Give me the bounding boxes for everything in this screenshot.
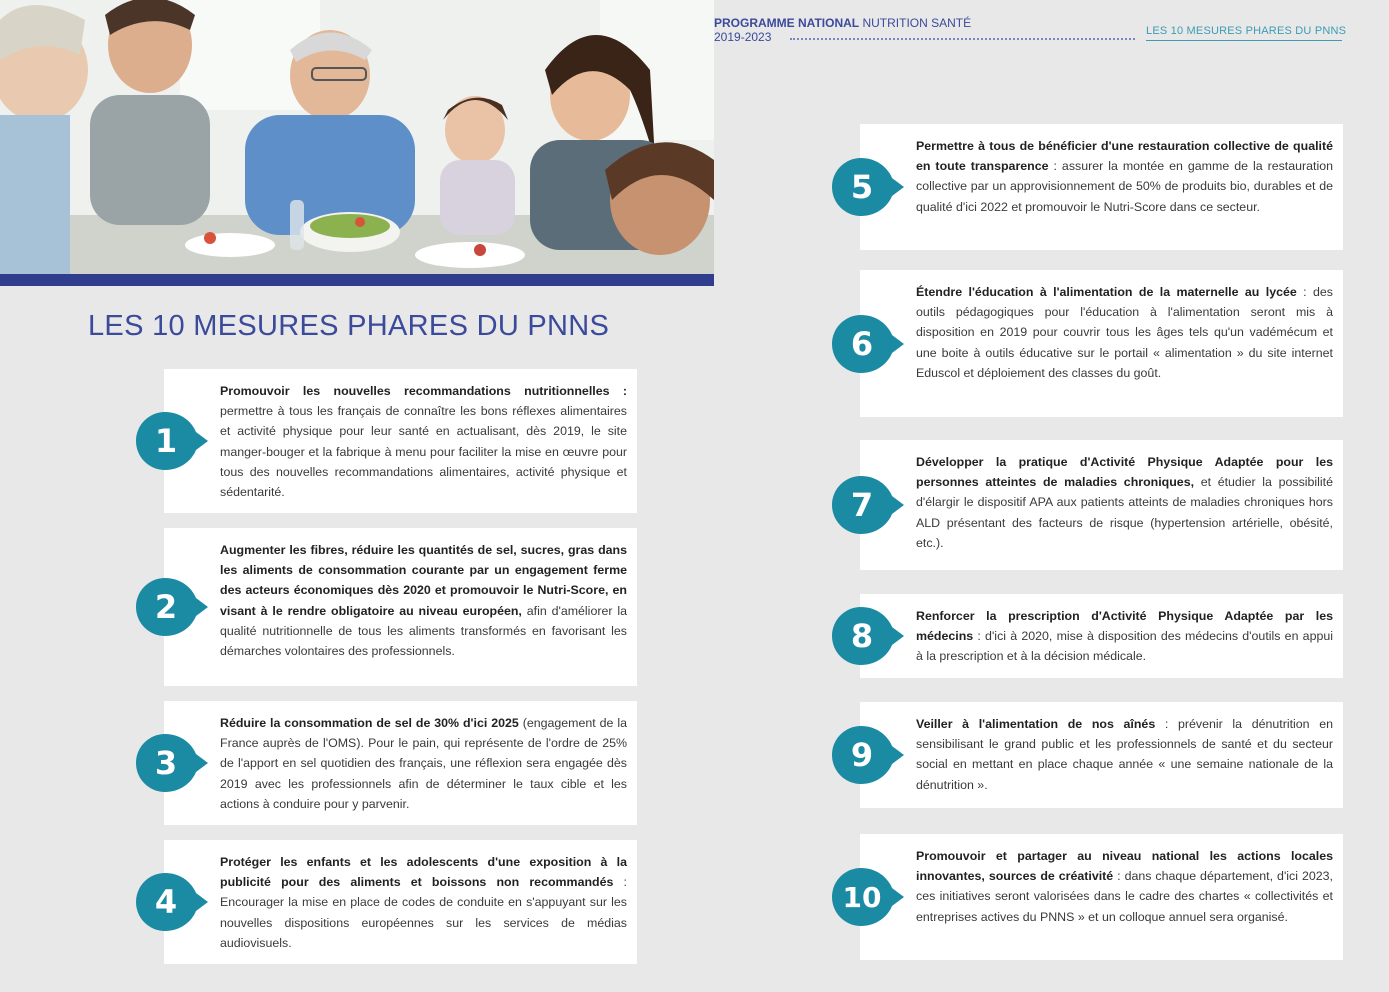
measure-heading: Développer la pratique d'Activité Physique Adaptée pour les personnes atteintes de maladies chroniques, — [916, 455, 1333, 490]
measure-heading: Réduire la consommation de sel de 30% d'ici 2025 — [220, 716, 519, 730]
measure-heading: Protéger les enfants et les adolescents d'une exposition à la publicité pour des aliments et boissons non recommandés — [220, 855, 627, 890]
measure-description: : d'ici à 2020, mise à disposition des médecins d'outils en appui à la prescription et à la décision médicale. — [916, 629, 1333, 664]
measure-card-7 — [860, 440, 1343, 570]
measure-number-badge — [832, 607, 906, 665]
measure-number: 10 — [842, 880, 882, 914]
page-title: LES 10 MESURES PHARES DU PNNS — [88, 310, 610, 342]
header-dotted-rule — [790, 38, 1135, 40]
measure-number-badge — [832, 158, 906, 216]
measure-text — [916, 282, 1333, 383]
measure-heading: Renforcer la prescription d'Activité Physique Adaptée par les médecins — [916, 609, 1333, 644]
program-name-bold: PROGRAMME NATIONAL — [714, 16, 860, 30]
measure-number-badge — [832, 868, 906, 926]
measure-card-2 — [164, 528, 637, 686]
measure-number: 4 — [154, 883, 178, 921]
measure-number: 2 — [154, 588, 178, 626]
measure-number-badge — [832, 476, 906, 534]
measure-description: afin d'améliorer la qualité nutritionnelle de tous les aliments transformés en favorisant les démarches volontaires des professionnels. — [220, 603, 627, 659]
measure-heading: Promouvoir et partager au niveau national les actions locales innovantes, sources de créativité — [916, 849, 1333, 884]
measure-description: : Encourager la mise en place de codes de conduite en s'appuyant sur les nouvelles dispositions européennes sur les services de médias audiovisuels. — [220, 875, 627, 950]
measure-number: 3 — [154, 744, 178, 782]
measure-number: 9 — [850, 736, 874, 774]
measure-description: : prévenir la dénutrition en sensibilisant le grand public et les professionnels de santé et du secteur social en mettant en place chaque année « une semaine nationale de la dénutrition ». — [916, 717, 1333, 792]
measure-description: et étudier la possibilité d'élargir le dispositif APA aux patients atteints de maladies chroniques hors ALD présentant des facteurs de risque (hypertension artérielle, obésité, etc.). — [916, 475, 1333, 550]
program-years: 2019-2023 — [714, 30, 772, 44]
measure-number: 6 — [850, 324, 874, 363]
measure-card-6 — [860, 270, 1343, 417]
measure-card-9 — [860, 702, 1343, 808]
measure-heading: Promouvoir les nouvelles recommandations nutritionnelles : — [220, 384, 627, 398]
measure-heading: Permettre à tous de bénéficier d'une restauration collective de qualité en toute transparence — [916, 139, 1333, 174]
measure-number-badge — [832, 726, 906, 784]
photo-bottom-band — [0, 274, 714, 286]
measure-description: (engagement de la France auprès de l'OMS). Pour le pain, qui représente de l'ordre de 25% de l'apport en sel quotidien des français, une réflexion sera engagée dès 2019 avec les professionnels afin de déterminer le taux cible et les actions à conduire pour y parvenir. — [220, 716, 627, 811]
measure-text — [916, 136, 1333, 217]
measure-description: : dans chaque département, d'ici 2023, ces initiatives seront valorisées dans le cadre des chartes « collectivités et entreprises actives du PNNS » et un colloque annuel sera organisé. — [916, 869, 1333, 924]
section-header: LES 10 MESURES PHARES DU PNNS — [1146, 25, 1347, 37]
measure-text — [916, 714, 1333, 795]
measure-text — [220, 540, 627, 661]
section-header-underline — [1146, 40, 1342, 41]
measure-text — [916, 606, 1333, 667]
measure-number-badge — [136, 578, 210, 636]
measure-number-badge — [136, 873, 210, 931]
measure-description: : des outils pédagogiques pour l'éducation à l'alimentation seront mis à disposition en 2019 pour couvrir tous les âges tels qu'un vadémécum et une boite à outils éducative sur le portail « alimentation » du site internet Eduscol et déploiement des classes du goût. — [916, 285, 1333, 380]
measure-description: permettre à tous les français de connaître les bons réflexes alimentaires et activité physique pour leur santé en actualisant, dès 2019, le site manger-bouger et la fabrique à menu pour faciliter la mise en œuvre pour tous des nouvelles recommandations alimentaires, activité physique et sédentarité. — [220, 404, 627, 500]
measure-number-badge — [136, 734, 210, 792]
measure-card-10 — [860, 834, 1343, 960]
measure-text — [916, 452, 1333, 553]
measure-card-5 — [860, 124, 1343, 250]
measure-description: : assurer la montée en gamme de la restauration collective par un approvisionnement de 50% de produits bio, durables et de qualité d'ici 2022 et promouvoir le Nutri-Score dans ce secteur. — [916, 159, 1334, 214]
measure-text — [916, 846, 1333, 927]
measure-heading: Augmenter les fibres, réduire les quantités de sel, sucres, gras dans les aliments de consommation courante par un engagement ferme des acteurs économiques dès 2020 et promouvoir le Nutri-Score, en visant à le rendre obligatoire au niveau européen, — [220, 543, 627, 618]
measure-number: 5 — [850, 168, 874, 206]
family-meal-photo — [0, 0, 714, 274]
measure-number-badge — [136, 412, 210, 470]
measure-text — [220, 713, 627, 814]
measure-number: 7 — [850, 486, 874, 524]
measure-heading: Étendre l'éducation à l'alimentation de la maternelle au lycée — [916, 285, 1297, 299]
measure-card-8 — [860, 594, 1343, 678]
measure-text — [220, 381, 627, 502]
measure-card-4 — [164, 840, 637, 964]
program-name-light: NUTRITION SANTÉ — [862, 16, 972, 30]
measure-number: 1 — [154, 422, 178, 460]
measure-heading: Veiller à l'alimentation de nos aînés — [916, 717, 1156, 731]
measure-text — [220, 852, 627, 953]
measure-number-badge — [832, 315, 906, 373]
measure-number: 8 — [850, 617, 874, 655]
measure-card-3 — [164, 701, 637, 825]
measure-card-1 — [164, 369, 637, 513]
